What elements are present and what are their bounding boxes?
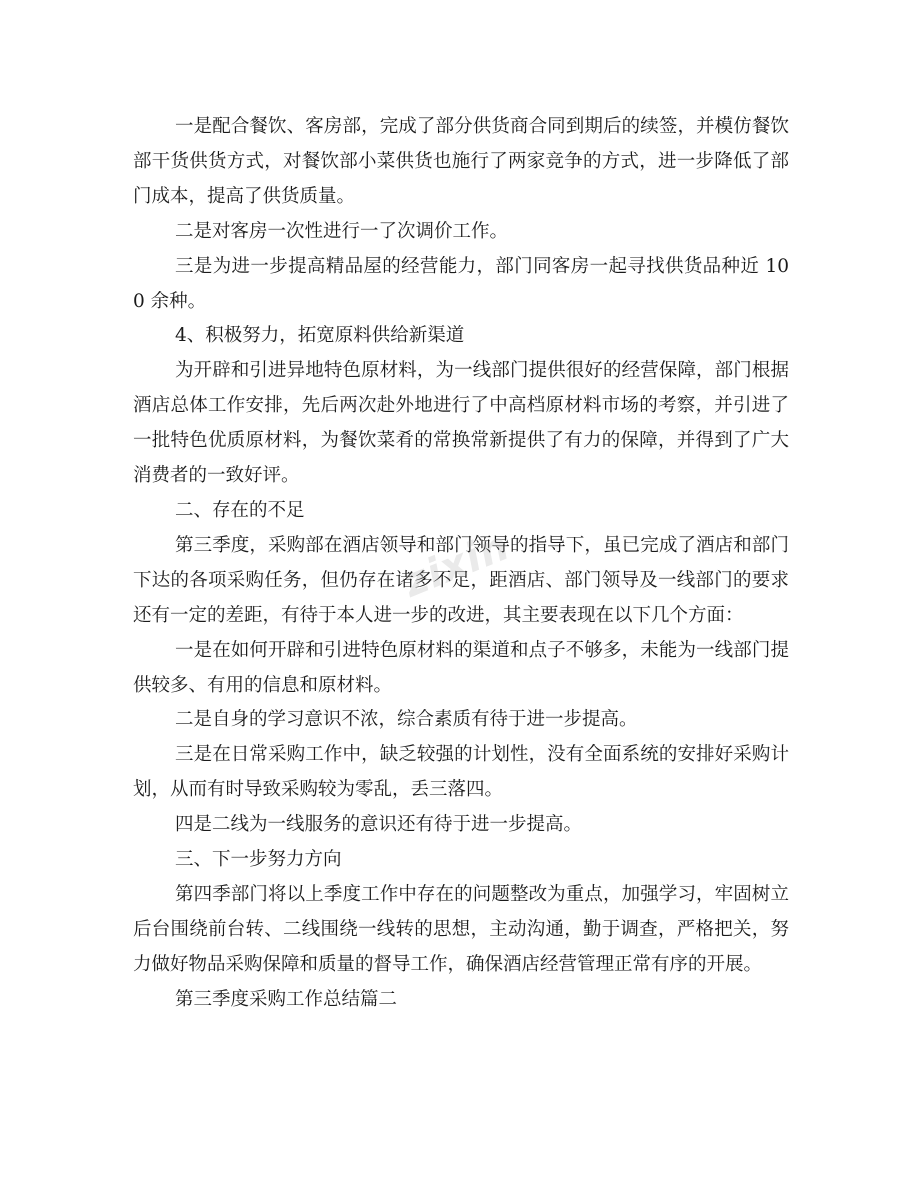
heading-next-steps: 三、下一步努力方向	[175, 849, 342, 871]
paragraph-special-materials: 为开辟和引进异地特色原材料，为一线部门提供很好的经营保障，部门根据酒店总体工作安排，先后两次赴外地进行了中高档原材料市场的考察，并引进了一批特色优质原材料，为餐饮菜肴的常换常新提供了有力的保障，并得到了广大消费者的一致好评。	[133, 360, 789, 487]
heading-part-two: 第三季度采购工作总结篇二	[175, 988, 398, 1010]
paragraph-shortcoming-one: 一是在如何开辟和引进特色原材料的渠道和点子不够多，未能为一线部门提供较多、有用的信息和原材料。	[133, 639, 789, 696]
paragraph-q3-summary: 第三季度，采购部在酒店领导和部门领导的指导下，虽已完成了酒店和部门下达的各项采购任务，但仍存在诸多不足，距酒店、部门领导及一线部门的要求还有一定的差距，有待于本人进一步的改进，其主要表现在以下几个方面：	[133, 534, 789, 626]
paragraph-shortcoming-four: 四是二线为一线服务的意识还有待于进一步提高。	[175, 814, 583, 836]
paragraph-shortcoming-two: 二是自身的学习意识不浓，综合素质有待于进一步提高。	[175, 709, 638, 731]
heading-new-channels: 4、积极努力，拓宽原料供给新渠道	[175, 325, 465, 347]
watermark-logo: zixin	[396, 522, 517, 607]
paragraph-q4-plan: 第四季部门将以上季度工作中存在的问题整改为重点，加强学习，牢固树立后台围绕前台转、二线围绕一线转的思想，主动沟通，勤于调查，严格把关，努力做好物品采购保障和质量的督导工作，确保酒店经营管理正常有序的开展。	[133, 883, 789, 975]
heading-shortcomings: 二、存在的不足	[175, 499, 305, 521]
paragraph-supplier-renewal: 一是配合餐饮、客房部，完成了部分供货商合同到期后的续签，并模仿餐饮部干货供货方式，对餐饮部小菜供货也施行了两家竞争的方式，进一步降低了部门成本，提高了供货质量。	[133, 116, 789, 207]
document-body	[133, 110, 789, 1018]
paragraph-boutique-sourcing: 三是为进一步提高精品屋的经营能力，部门同客房一起寻找供货品种近 100 余种。	[133, 255, 789, 312]
paragraph-price-adjustment: 二是对客房一次性进行一了次调价工作。	[175, 220, 509, 242]
paragraph-shortcoming-three: 三是在日常采购工作中，缺乏较强的计划性，没有全面系统的安排好采购计划，从而有时导致采购较为零乱，丢三落四。	[133, 744, 789, 801]
